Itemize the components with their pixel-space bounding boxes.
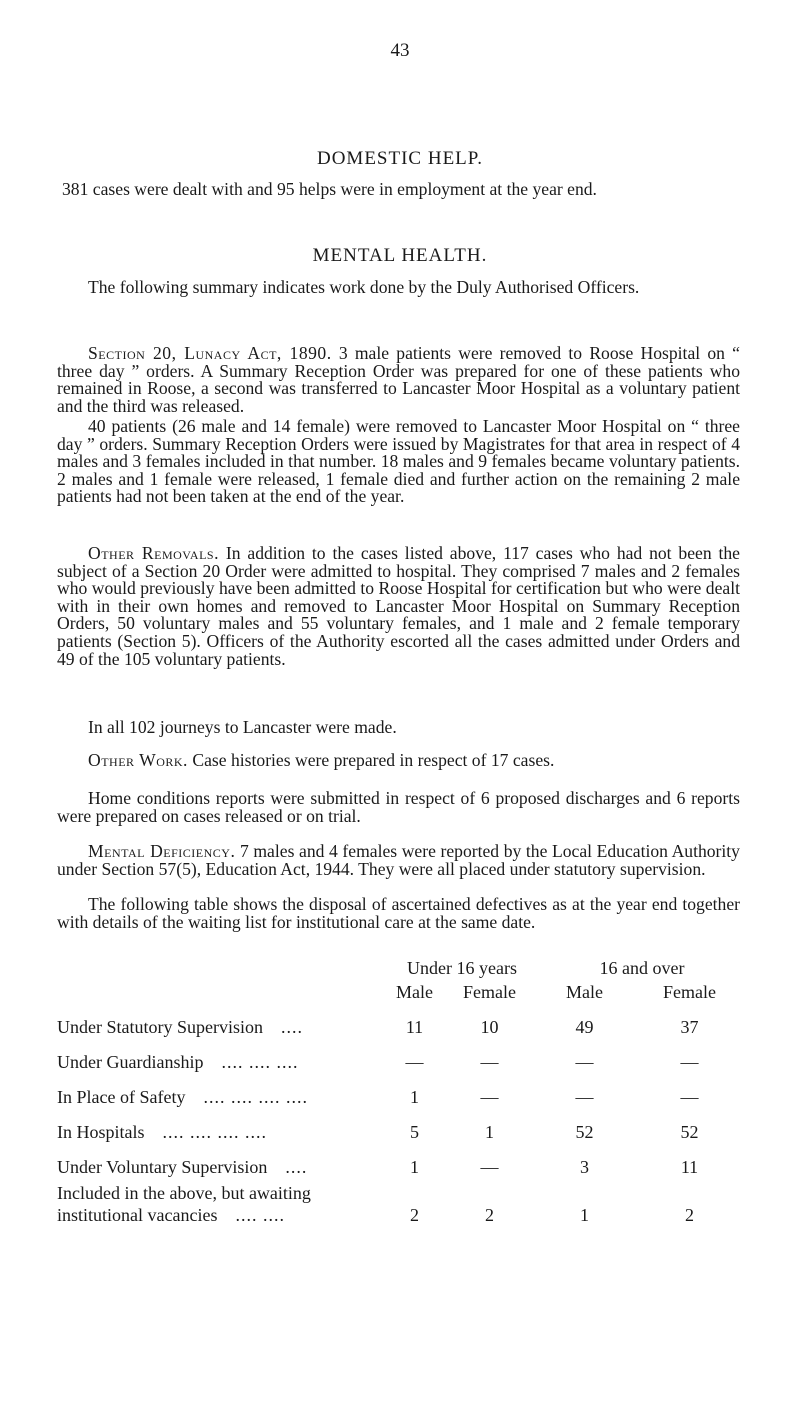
- table-sub-header-row: [57, 979, 747, 1003]
- table-cell: —: [575, 1087, 594, 1107]
- row-label-text-line2: institutional vacancies: [57, 1205, 218, 1225]
- table-cell: 5: [410, 1122, 419, 1142]
- table-cell: 2: [485, 1205, 494, 1225]
- table-cell: 2: [685, 1205, 694, 1225]
- row-label-text: In Hospitals: [57, 1122, 145, 1142]
- table-cell: 1: [485, 1122, 494, 1142]
- other-removals-paragraph: [57, 545, 740, 668]
- row-label-text: In Place of Safety: [57, 1087, 186, 1107]
- row-label: [57, 1003, 387, 1038]
- table-intro-text: The following table shows the disposal of ascertained defectives as at the year end together with details of the waiting list for institutional care at the same date.: [57, 894, 740, 932]
- table-row: [57, 1108, 747, 1143]
- section20-text-1: 3 male patients were removed to Roose Hospital on “ three day ” orders. A Summary Reception Order was prepared for one of these patients who remained in Roose, a second was transferred to Lancaster Moor Hospital as a voluntary patient and the third was released.: [57, 343, 740, 416]
- row-label-text: Under Statutory Supervision: [57, 1017, 263, 1037]
- page-number: 43: [390, 40, 410, 61]
- section20-paragraph-2: 40 patients (26 male and 14 female) were removed to Lancaster Moor Hospital on “ three day ” orders. Summary Reception Orders were issued by Magistrates for that area in respect of 4 males and 3 females included in that number. 18 males and 9 females became voluntary patients. 2 males and 1 female were released, 1 female died and further action on the remaining 2 male patients had not been taken at the end of the year.: [57, 416, 740, 507]
- mental-health-heading: MENTAL HEALTH.: [312, 245, 488, 266]
- mental-deficiency-label: Mental Deficiency.: [88, 841, 236, 861]
- table-group-header-row: [57, 956, 747, 979]
- domestic-help-heading: DOMESTIC HELP.: [316, 148, 483, 169]
- row-leader-dots: .... .... .... ....: [162, 1122, 267, 1142]
- table-cell: —: [680, 1087, 699, 1107]
- table-cell: 1: [580, 1205, 589, 1225]
- mental-deficiency-text: 7 males and 4 females were reported by the Local Education Authority under Section 57(5), Education Act, 1944. They were all placed under statutory supervision.: [57, 841, 740, 879]
- table-row: [57, 1073, 747, 1108]
- table-row: [57, 1178, 747, 1226]
- sub-header-male-16-over: Male: [566, 982, 603, 1002]
- section20-paragraph: [57, 345, 740, 415]
- table-cell: 52: [575, 1122, 594, 1142]
- table-cell: —: [480, 1157, 499, 1177]
- sub-header-female-under-16: Female: [463, 982, 516, 1002]
- other-work-text: Case histories were prepared in respect of 17 cases.: [192, 750, 555, 770]
- table-row: [57, 1143, 747, 1178]
- table-cell: —: [405, 1052, 424, 1072]
- row-label-text-line1: Included in the above, but awaiting: [57, 1183, 311, 1203]
- other-removals-text: In addition to the cases listed above, 117 cases who had not been the subject of a Section 20 Order were admitted to hospital. They comprised 7 males and 2 females who would previously have been admitted to Roose Hospital for certification but who were dealt with in their own homes and removed to Lancaster Moor Hospital on Summary Reception Orders, 50 voluntary males and 55 voluntary females, and 1 male and 2 female temporary patients (Section 5). Officers of the Authority escorted all the cases admitted under Orders and 49 of the 105 voluntary patients.: [57, 543, 740, 669]
- defectives-disposal-table: [57, 956, 747, 1226]
- row-label: [57, 1143, 387, 1178]
- row-leader-dots: ....: [285, 1157, 308, 1177]
- mental-health-intro: The following summary indicates work done by the Duly Authorised Officers.: [88, 277, 640, 297]
- home-conditions-text: Home conditions reports were submitted in respect of 6 proposed discharges and 6 reports were prepared on cases released or on trial.: [57, 788, 740, 826]
- other-work-paragraph: [57, 752, 740, 770]
- other-work-label: Other Work.: [88, 750, 188, 770]
- table-corner: [57, 956, 387, 979]
- table-cell: 37: [680, 1017, 699, 1037]
- table-cell: 11: [405, 1017, 424, 1037]
- journeys-text: In all 102 journeys to Lancaster were made.: [88, 717, 397, 737]
- table-cell: 52: [680, 1122, 699, 1142]
- row-label: [57, 1108, 387, 1143]
- row-label: [57, 1073, 387, 1108]
- table-cell: 10: [480, 1017, 499, 1037]
- section20-label: Section 20, Lunacy Act, 1890.: [88, 343, 332, 363]
- table-cell: 49: [575, 1017, 594, 1037]
- table-cell: 1: [410, 1087, 419, 1107]
- row-label-text: Under Guardianship: [57, 1052, 204, 1072]
- table-cell: 3: [580, 1157, 589, 1177]
- row-leader-dots: .... .... ....: [221, 1052, 299, 1072]
- table-row: [57, 1038, 747, 1073]
- sub-header-male-under-16: Male: [396, 982, 433, 1002]
- domestic-help-text: 381 cases were dealt with and 95 helps were in employment at the year end.: [62, 179, 597, 199]
- table-corner-2: [57, 979, 387, 1003]
- table-cell: —: [480, 1087, 499, 1107]
- sub-header-female-16-over: Female: [663, 982, 716, 1002]
- group-header-16-and-over: 16 and over: [599, 958, 685, 978]
- table-cell: —: [575, 1052, 594, 1072]
- table-cell: —: [480, 1052, 499, 1072]
- row-label: [57, 1178, 387, 1226]
- row-label: [57, 1038, 387, 1073]
- table-cell: 2: [410, 1205, 419, 1225]
- table-row: [57, 1003, 747, 1038]
- row-leader-dots: .... ....: [235, 1205, 285, 1225]
- table-cell: 1: [410, 1157, 419, 1177]
- group-header-under-16: Under 16 years: [407, 958, 517, 978]
- row-leader-dots: ....: [280, 1017, 303, 1037]
- table-cell: —: [680, 1052, 699, 1072]
- row-label-text: Under Voluntary Supervision: [57, 1157, 268, 1177]
- mental-deficiency-paragraph: [57, 843, 740, 878]
- table-cell: 11: [680, 1157, 699, 1177]
- row-leader-dots: .... .... .... ....: [203, 1087, 308, 1107]
- other-removals-label: Other Removals.: [88, 543, 219, 563]
